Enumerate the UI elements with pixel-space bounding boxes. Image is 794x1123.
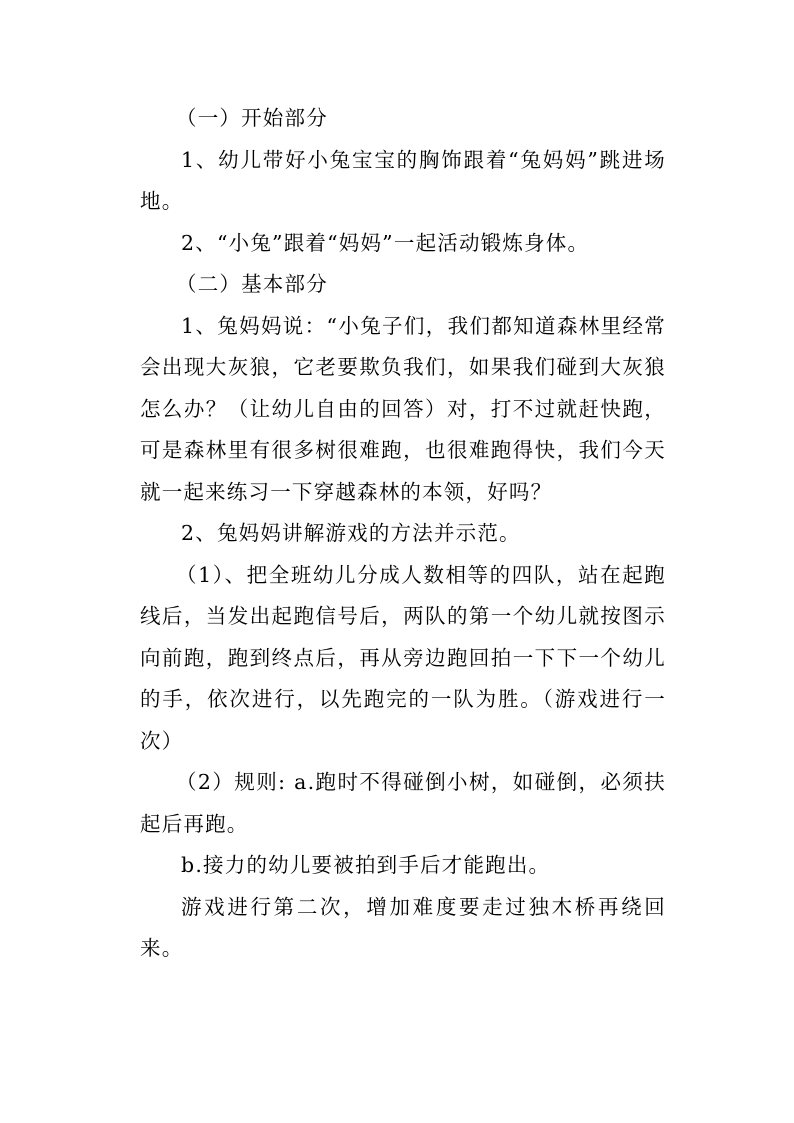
paragraph-game-rules-b: b.接力的幼儿要被拍到手后才能跑出。 — [181, 853, 551, 877]
section-heading-basic: （二）基本部分 — [176, 272, 328, 296]
paragraph-start-step-2: 2、“小兔”跟着“妈妈”一起活动锻炼身体。 — [181, 230, 590, 255]
paragraph-basic-step-2: 2、兔妈妈讲解游戏的方法并示范。 — [181, 521, 521, 545]
paragraph-game-method: （1）、把全班幼儿分成人数相等的四队，站在起跑线后，当发出起跑信号后，两队的第一个幼儿就按图示向前跑，跑到终点后，再从旁边跑回拍一下下一个幼儿的手，依次进行，以先跑完的一队为胜。（游戏进行一次） — [140, 562, 666, 753]
document-body — [140, 98, 666, 970]
section-heading-start: （一）开始部分 — [176, 106, 328, 130]
paragraph-basic-step-1: 1、兔妈妈说：“小兔子们，我们都知道森林里经常会出现大灰狼，它老要欺负我们，如果我们碰到大灰狼怎么办？（让幼儿自由的回答）对，打不过就赶快跑，可是森林里有很多树很难跑，也很难跑得快，我们今天就一起来练习一下穿越森林的本领，好吗？ — [140, 313, 666, 504]
paragraph-game-second-round: 游戏进行第二次，增加难度要走过独木桥再绕回来。 — [140, 894, 666, 960]
paragraph-game-rules-a: （2）规则: a.跑时不得碰倒小树，如碰倒，必须扶起后再跑。 — [140, 770, 666, 836]
paragraph-start-step-1: 1、幼儿带好小兔宝宝的胸饰跟着“兔妈妈”跳进场地。 — [140, 147, 666, 213]
